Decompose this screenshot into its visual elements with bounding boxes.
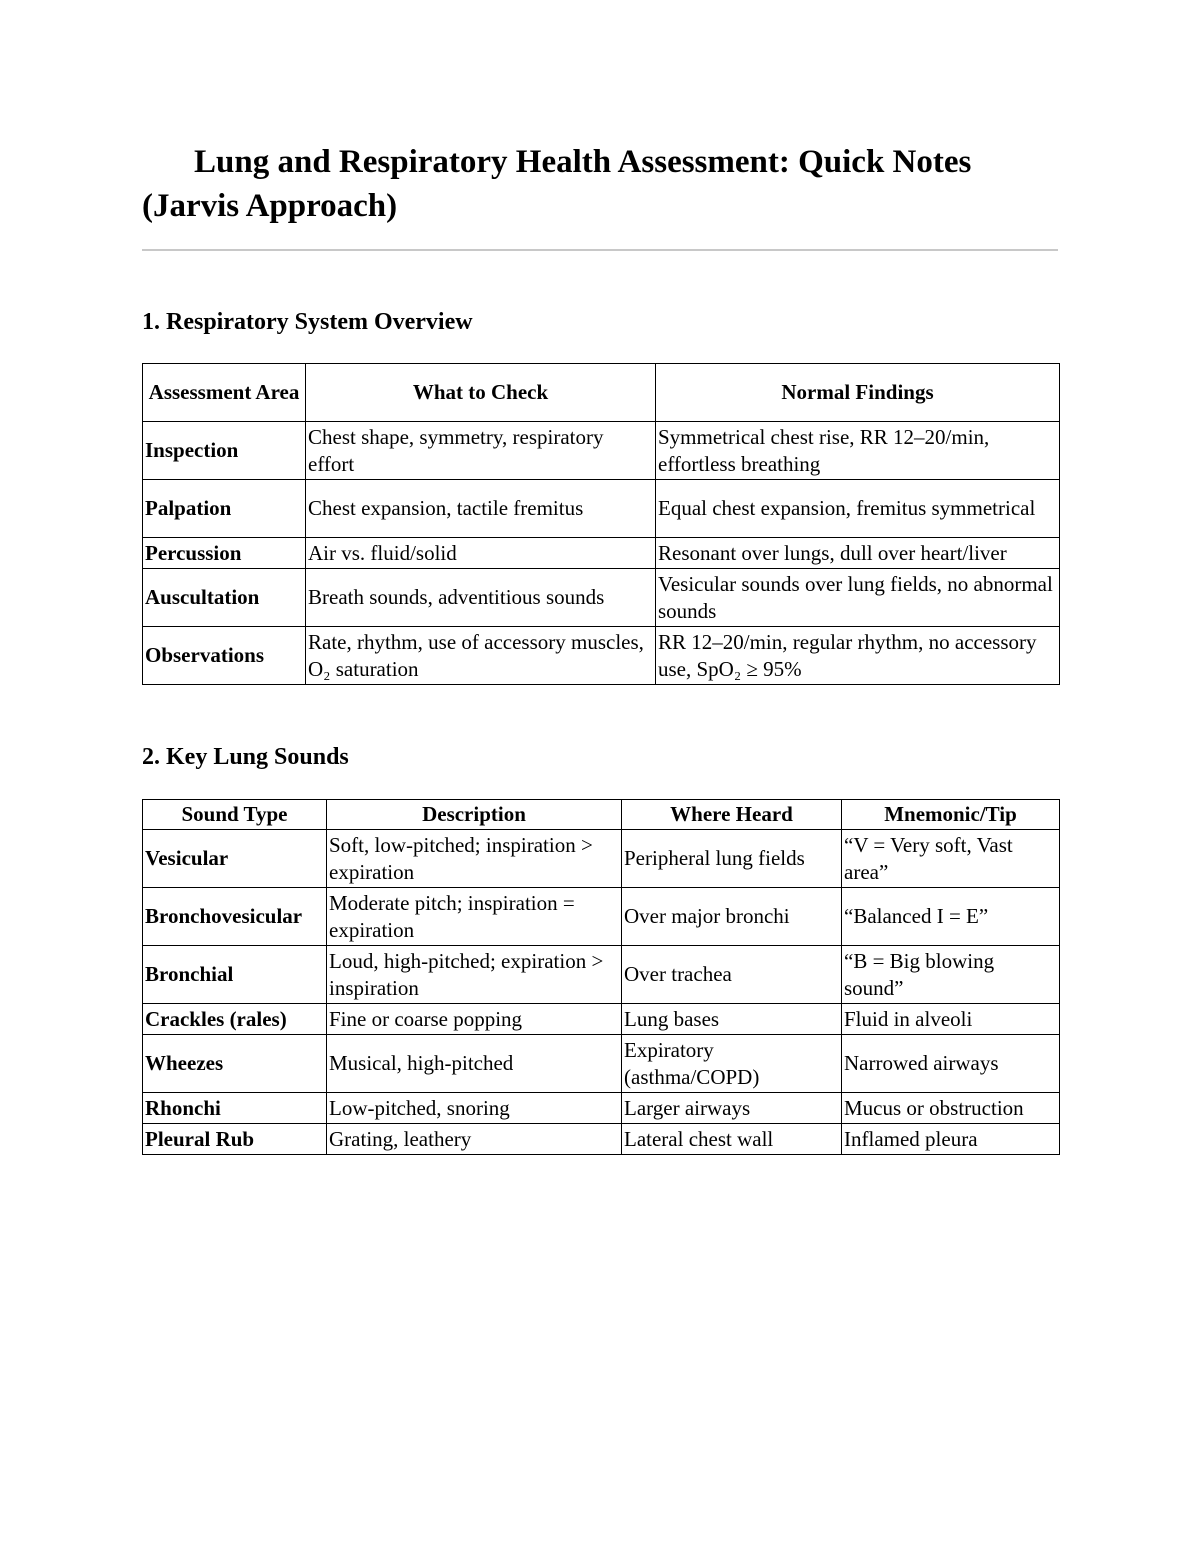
- description-cell: Low-pitched, snoring: [327, 1093, 622, 1124]
- table-header-row: [143, 364, 1060, 422]
- section-heading-lung-sounds: 2. Key Lung Sounds: [142, 744, 349, 770]
- table-row: [143, 1093, 1060, 1124]
- sound-type-cell: Crackles (rales): [143, 1004, 327, 1035]
- description-cell: Soft, low-pitched; inspiration > expiration: [327, 830, 622, 888]
- where-heard-cell: Lateral chest wall: [622, 1124, 842, 1155]
- assessment-area-cell: Percussion: [143, 538, 306, 569]
- normal-findings-cell: Equal chest expansion, fremitus symmetrical: [656, 480, 1060, 538]
- description-cell: Fine or coarse popping: [327, 1004, 622, 1035]
- column-header-what-to-check: What to Check: [306, 364, 656, 422]
- normal-findings-cell: Resonant over lungs, dull over heart/liver: [656, 538, 1060, 569]
- table-row: [143, 888, 1060, 946]
- sound-type-cell: Bronchovesicular: [143, 888, 327, 946]
- normal-findings-cell: RR 12–20/min, regular rhythm, no accessory use, SpO₂ ≥ 95%: [656, 627, 1060, 685]
- assessment-area-cell: Observations: [143, 627, 306, 685]
- description-cell: Grating, leathery: [327, 1124, 622, 1155]
- what-to-check-cell: Breath sounds, adventitious sounds: [306, 569, 656, 627]
- column-header-mnemonic-tip: Mnemonic/Tip: [842, 800, 1060, 830]
- section-heading-overview: 1. Respiratory System Overview: [142, 309, 473, 335]
- column-header-normal-findings: Normal Findings: [656, 364, 1060, 422]
- column-header-assessment-area: Assessment Area: [143, 364, 306, 422]
- what-to-check-cell: Air vs. fluid/solid: [306, 538, 656, 569]
- table-row: [143, 946, 1060, 1004]
- mnemonic-tip-cell: Inflamed pleura: [842, 1124, 1060, 1155]
- table-row: [143, 569, 1060, 627]
- mnemonic-tip-cell: “Balanced I = E”: [842, 888, 1060, 946]
- page-title: Lung and Respiratory Health Assessment: Quick Notes (Jarvis Approach): [142, 144, 972, 224]
- where-heard-cell: Lung bases: [622, 1004, 842, 1035]
- lung-sounds-table: [142, 799, 1060, 1155]
- normal-findings-cell: Vesicular sounds over lung fields, no abnormal sounds: [656, 569, 1060, 627]
- what-to-check-cell: Chest expansion, tactile fremitus: [306, 480, 656, 538]
- mnemonic-tip-cell: Narrowed airways: [842, 1035, 1060, 1093]
- table-row: [143, 627, 1060, 685]
- sound-type-cell: Wheezes: [143, 1035, 327, 1093]
- where-heard-cell: Over major bronchi: [622, 888, 842, 946]
- what-to-check-cell: Rate, rhythm, use of accessory muscles, O₂ saturation: [306, 627, 656, 685]
- table-row: [143, 480, 1060, 538]
- sound-type-cell: Vesicular: [143, 830, 327, 888]
- what-to-check-cell: Chest shape, symmetry, respiratory effort: [306, 422, 656, 480]
- assessment-area-cell: Auscultation: [143, 569, 306, 627]
- table-row: [143, 830, 1060, 888]
- sound-type-cell: Bronchial: [143, 946, 327, 1004]
- assessment-area-cell: Palpation: [143, 480, 306, 538]
- column-header-sound-type: Sound Type: [143, 800, 327, 830]
- table-header-row: [143, 800, 1060, 830]
- description-cell: Moderate pitch; inspiration = expiration: [327, 888, 622, 946]
- table-row: [143, 1124, 1060, 1155]
- where-heard-cell: Larger airways: [622, 1093, 842, 1124]
- where-heard-cell: Over trachea: [622, 946, 842, 1004]
- table-row: [143, 1035, 1060, 1093]
- horizontal-divider: [142, 249, 1058, 251]
- sound-type-cell: Pleural Rub: [143, 1124, 327, 1155]
- table-row: [143, 422, 1060, 480]
- table-row: [143, 1004, 1060, 1035]
- mnemonic-tip-cell: “V = Very soft, Vast area”: [842, 830, 1060, 888]
- overview-table: [142, 363, 1060, 685]
- assessment-area-cell: Inspection: [143, 422, 306, 480]
- table-row: [143, 538, 1060, 569]
- where-heard-cell: Peripheral lung fields: [622, 830, 842, 888]
- normal-findings-cell: Symmetrical chest rise, RR 12–20/min, effortless breathing: [656, 422, 1060, 480]
- where-heard-cell: Expiratory (asthma/COPD): [622, 1035, 842, 1093]
- mnemonic-tip-cell: Mucus or obstruction: [842, 1093, 1060, 1124]
- sound-type-cell: Rhonchi: [143, 1093, 327, 1124]
- description-cell: Loud, high-pitched; expiration > inspiration: [327, 946, 622, 1004]
- column-header-where-heard: Where Heard: [622, 800, 842, 830]
- mnemonic-tip-cell: Fluid in alveoli: [842, 1004, 1060, 1035]
- description-cell: Musical, high-pitched: [327, 1035, 622, 1093]
- mnemonic-tip-cell: “B = Big blowing sound”: [842, 946, 1060, 1004]
- column-header-description: Description: [327, 800, 622, 830]
